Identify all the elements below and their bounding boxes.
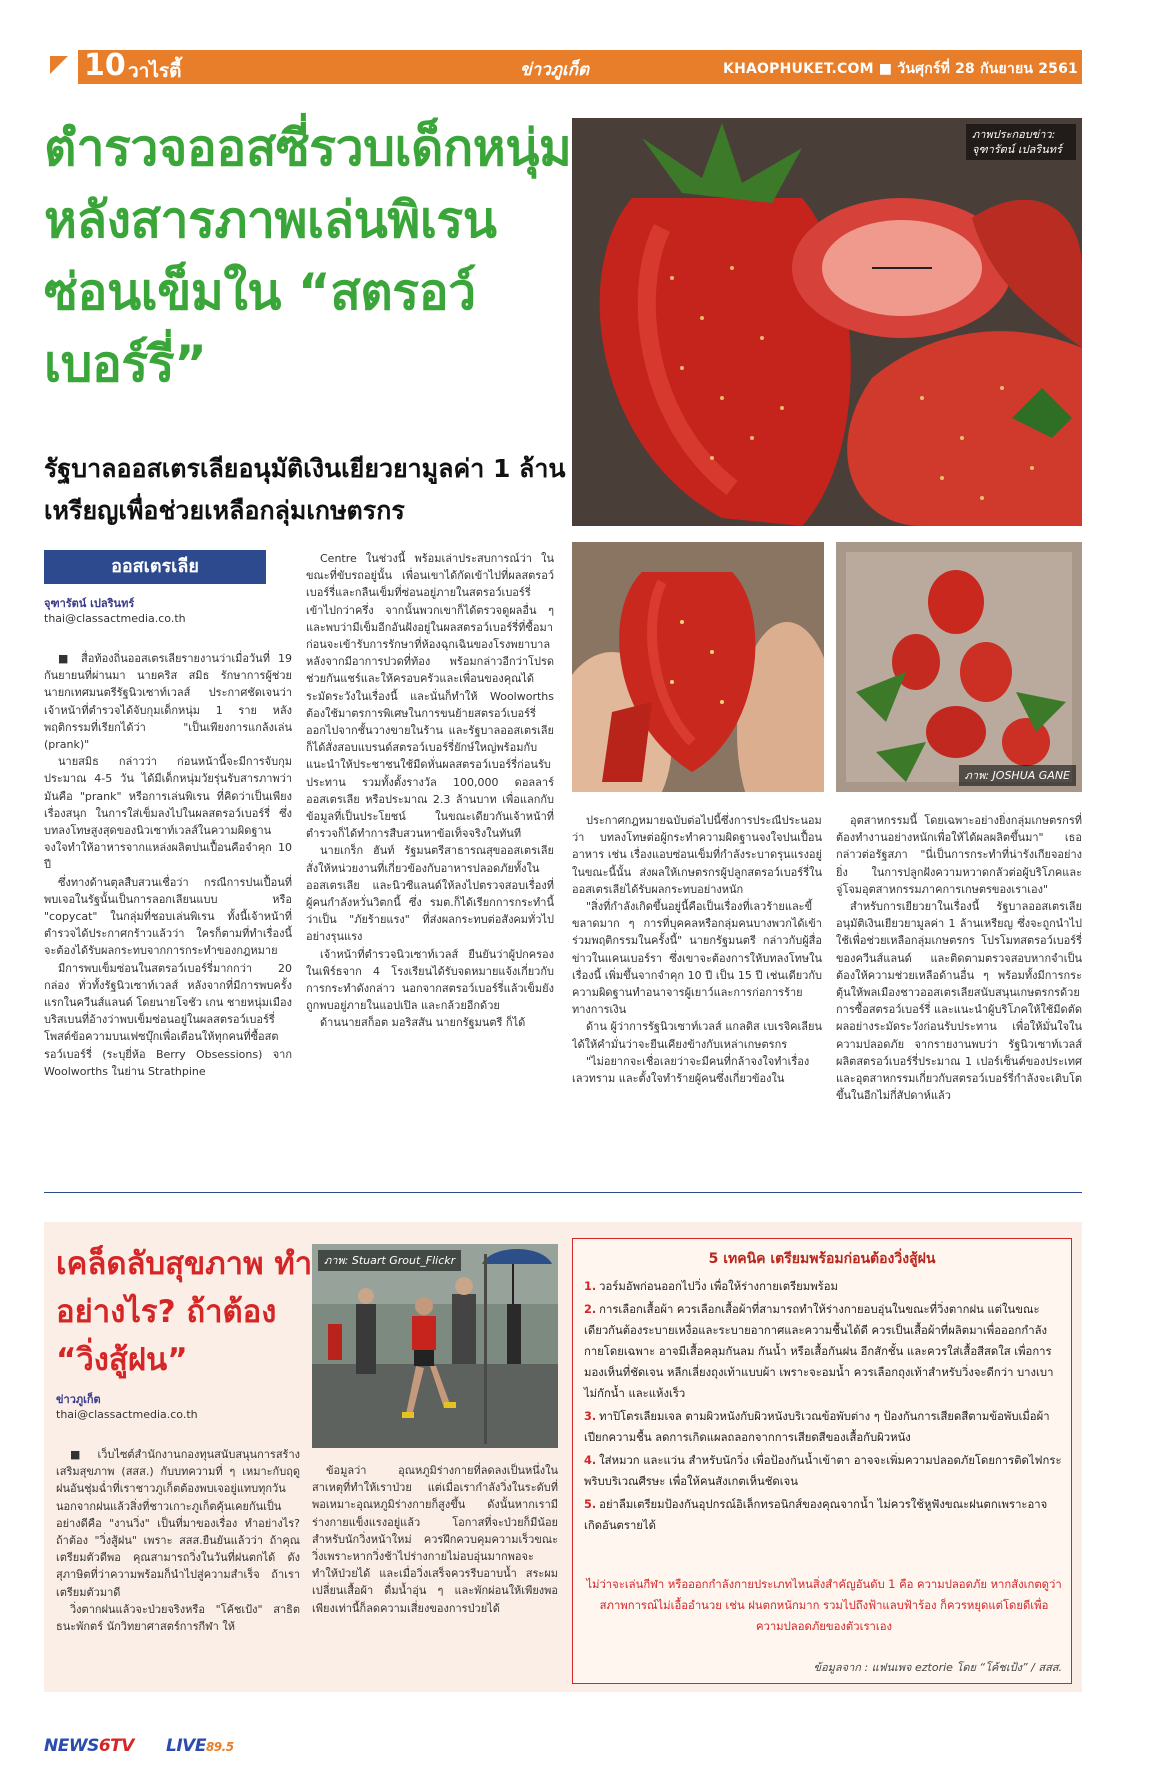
list-item (584, 1406, 1062, 1448)
tip-number: 5. (584, 1498, 597, 1511)
paragraph: มีการพบเข็มซ่อนในสตรอว์เบอร์รี่มากกว่า 20 กล่อง ทั่วทั้งรัฐนิวเซาท์เวลส์ หลังจากที่มีการพบครั้งแรกในควีนส์แลนด์ โดยนายโจชัว เกน ชายหนุ่มเมืองบริสเบนที่อ้างว่าพบเข็มซ่อนอยู่ในผลสตรอว์เบอร์รี่โพสต์ข้อความบนเฟซบุ๊กเพื่อเตือนให้ทุกคนที่ซื้อสตรอว์เบอร์รี่ (ระบุยี่ห้อ Berry Obsessions) จาก Woolworths ในย่าน Strathpine (44, 961, 292, 1078)
live-radio-logo (166, 1736, 234, 1756)
masthead-logo: ข่าวภูเก็ต (520, 60, 590, 80)
logo-text: LIVE (166, 1736, 206, 1756)
paragraph: อุตสาหกรรมนี้ โดยเฉพาะอย่างยิ่งกลุ่มเกษตรกรที่ต้องทำงานอย่างหนักเพื่อให้ได้ผลผลิตขึ้นมา" เธอ กล่าวต่อรัฐสภา "นี่เป็นการกระทำที่น่ารังเกียจอย่างยิ่ง ในการปลูกฝังความหวาดกลัวต่อผู้บริโภคและจู่โจมอุตสาหกรรมภาคการเกษตรของเราเอง" (836, 814, 1082, 896)
byline-name: จุฑารัตน์ เปลรินทร์ (44, 597, 135, 610)
tip-text: อย่าลืมเตรียมป้องกันอุปกรณ์อิเล็กทรอนิกส์ของคุณจากน้ำ ไม่ควรใช้หูฟังขณะฝนตกเพราะอาจเกิดอันตรายได้ (584, 1498, 1048, 1532)
page-corner-arrow-icon (44, 50, 78, 84)
paragraph: นายเกร็ก ฮันท์ รัฐมนตรีสาธารณสุขออสเตรเลีย สั่งให้หน่วยงานที่เกี่ยวข้องกับอาหารปลอดภัยทั้งในออสเตรเลีย และนิวซีแลนด์ให้ลงไปตรวจสอบเรื่องที่ผู้คนกำลังหวั่นวิตกนี้ ซึ่ง รมต.ก็ได้เรียกการกระทำนี้ว่าเป็น "ภัยร้ายแรง" ที่ส่งผลกระทบต่อสังคมทั่วไปอย่างรุนแรง (306, 844, 554, 944)
tip-number: 4. (584, 1454, 597, 1467)
health-headline: เคล็ดลับสุขภาพ ทำอย่างไร? ถ้าต้อง “วิ่งสู้ฝน” (56, 1246, 313, 1378)
logo-accent: 89.5 (205, 1740, 234, 1754)
health-column-2 (312, 1462, 558, 1688)
paragraph: เจ้าหน้าที่ตำรวจนิวเซาท์เวลส์ ยืนยันว่าผู้ปกครองในเพิร์ธจาก 4 โรงเรียนได้รับจดหมายแจ้งเกี่ยวกับการกระทำดังกล่าว นอกจากสตรอว์เบอร์รี่แล้วเข็มยังถูกพบอยู่ภายในแอปเปิล และกล้วยอีกด้วย (306, 947, 554, 1013)
paragraph: ซึ่งทางด้านตุลสืบสวนเชื่อว่า กรณีการปนเปื้อนที่พบเจอในรัฐนั้นเป็นการลอกเลียนแบบ หรือ "copycat" ในกลุ่มที่ชอบเล่นพิเรน ทั้งนี้เจ้าหน้าที่ตำรวจได้ประกาศกร้าวแล้วว่า ใครก็ตามที่ทำเรื่องนี้จะต้องได้รับผลกระทบจากการกระทำของกฎหมาย (44, 875, 292, 958)
page-number: 10 (84, 48, 126, 83)
photo-small-credit: ภาพ: JOSHUA GANE (959, 765, 1076, 786)
tip-text: การเลือกเสื้อผ้า ควรเลือกเสื้อผ้าที่สามารถทำให้ร่างกายอบอุ่นในขณะที่วิ่งตากฝน แต่ในขณะเดียวกันต้องระบายเหงื่อและระบายอากาศและความชื้นได้ดี ควรเป็นเสื้อผ้าที่ผลิตมาเพื่อออกกำลังกายโดยเฉพาะ อาจมีเสื้อคลุมกันลม กันน้ำ หรือเสื้อกันฝน อีกสักชั้น และควรใส่เสื้อสีสดใส เพื่อการมองเห็นที่ชัดเจน หลีกเลี่ยงถุงเท้าแบบผ้า เพราะจะอมน้ำ ควรเลือกถุงเท้าสำหรับวิ่งจะดีกว่า บางเบา ไม่กักน้ำ และแห้งเร็ว (584, 1303, 1054, 1400)
runner-in-rain-photo (312, 1244, 558, 1448)
tip-number: 1. (584, 1280, 597, 1293)
list-item (584, 1494, 1062, 1536)
paragraph: "ไม่อยากจะเชื่อเลยว่าจะมีคนที่กล้าจงใจทำเรื่องเลวทราม และตั้งใจทำร้ายผู้คนซึ่งเกี่ยวข้องใน (572, 1054, 810, 1086)
tip-number: 3. (584, 1410, 597, 1423)
tip-text: ใส่หมวก และแว่น สำหรับนักวิ่ง เพื่อป้องกันน้ำเข้าตา อาจจะเพิ่มความปลอดภัยโดยการติดไฟกระพริบบริเวณศีรษะ เพื่อให้คนสังเกตเห็นชัดเจน (584, 1454, 1062, 1488)
tip-text: ทาปิโตรเลียมเจล ตามผิวหนังกับผิวหนังบริเวณข้อพับต่าง ๆ ป้องกันการเสียดสีตามข้อพับเมื่อผ้าเปียกความชื้น ลดการเกิดแผลถลอกจากการเสียดสีของเสื้อกับผิวหนัง (584, 1410, 1050, 1444)
paragraph: "สิ่งที่กำลังเกิดขึ้นอยู่นี้คือเป็นเรื่องที่เลวร้ายและขี้ขลาดมาก ๆ การที่บุคคลหรือกลุ่มคนบางพวกได้เข้าร่วมพฤติกรรมในครั้งนี้" นายกรัฐมนตรี กล่าวกับผู้สื่อข่าวในแคนเบอร์รา ซึ่งเขาจะต้องการให้บทลงโทษในเรื่องนี้ เพิ่มขึ้นจากจำคุก 10 ปี เป็น 15 ปี เช่นเดียวกับความผิดฐานทำอนาจารผู้เยาว์และการก่อการร้ายทางการเงิน (572, 900, 822, 1017)
sub-headline: รัฐบาลออสเตรเลียอนุมัติเงินเยียวยามูลค่า 1 ล้านเหรียญเพื่อช่วยเหลือกลุ่มเกษตรกร (44, 454, 566, 525)
strawberry-box-photo (836, 542, 1082, 792)
section-divider (44, 1192, 1082, 1193)
strawberry-box-illustration (836, 542, 1082, 792)
photo-main-credit: ภาพประกอบข่าว: จุฑารัตน์ เปลรินทร์ (966, 124, 1076, 160)
logo-text: NEWS (44, 1736, 99, 1756)
story-byline (44, 596, 274, 626)
paragraph: ประกาศกฎหมายฉบับต่อไปนี้ซึ่งการประณีประนอมว่า บทลงโทษต่อผู้กระทำความผิดฐานจงใจปนเปื้อนอาหาร เช่น เรื่องแอบซ่อนเข็มที่กำลังระบาดรุนแรงอยู่ในขณะนี้นั้น ส่งผลให้เกษตรกรผู้ปลูกสตรอว์เบอร์รี่ในออสเตรเลียได้รับผลกระทบอย่างหนัก (572, 814, 822, 896)
site-and-date: KHAOPHUKET.COM ■ วันศุกร์ที่ 28 กันยายน 2561 (723, 61, 1078, 77)
paragraph: ■ สื่อท้องถิ่นออสเตรเลียรายงานว่าเมื่อวันที่ 19 กันยายนที่ผ่านมา นายคริส สมิธ รักษาการผู้ช่วยนายกเทศมนตรีรัฐนิวเซาท์เวลส์ ประกาศชัดเจนว่าเจ้าหน้าที่ตำรวจได้จับกุมเด็กหนุ่ม 1 ราย หลังพฤติกรรมที่เรียกได้ว่า "เป็นเพียงการแกล้งเล่น (prank)" (44, 652, 292, 752)
paragraph: ■ เว็บไซต์สำนักงานกองทุนสนับสนุนการสร้างเสริมสุขภาพ (สสส.) กับบทความที่ ๆ เหมาะกับฤดูฝนอันชุ่มฉ่ำที่เราชาวภูเก็ตต้องพบเจอยู่แทบทุกวัน นอกจากฝนแล้วสิ่งที่ชาวเกาะภูเก็ตคุ้นเคยกันเป็นอย่างดีคือ "งานวิ่ง" เป็นที่มาของเรื่อง ทำอย่างไร? ถ้าต้อง "วิ่งสู้ฝน" เพราะ สสส.ยืนยันแล้วว่า ถ้าคุณเตรียมตัวดีพอ คุณสามารถวิ่งในวันที่ฝนตกได้ ดังสุภาษิตที่ว่าความพร้อมก็นำไปสู่ความสำเร็จ ถ้าเราเตรียมตัวมาดี (56, 1448, 300, 1599)
runner-photo-credit: ภาพ: Stuart Grout_Flickr (318, 1250, 461, 1271)
strawberry-main-photo (572, 118, 1082, 526)
section-name: วาไรตี้ (128, 60, 182, 82)
section-tag-australia: ออสเตรเลีย (44, 550, 266, 584)
list-item (584, 1276, 1062, 1297)
byline-email: thai@classactmedia.co.th (56, 1408, 198, 1421)
story-column-1 (44, 650, 292, 1142)
paragraph: Centre ในช่วงนี้ พร้อมเล่าประสบการณ์ว่า ในขณะที่ขับรถอยู่นั้น เพื่อนเขาได้กัดเข้าไปที่ผลสตรอว์เบอร์รี่และกลืนเข็มที่ซ่อนอยู่ภายในสตรอว์เบอร์รี่เข้าไปกว่าครึ่ง จากนั้นพวกเขาก็ได้ตรวจดูผลอื่น ๆ และพบว่ามีเข็มอีกอันฝังอยู่ในผลสตรอว์เบอร์รี่ที่ซื้อมา ก่อนจะเข้ารับการรักษาที่ห้องฉุกเฉินของโรงพยาบาลหลังจากมีอาการปวดที่ท้อง พร้อมกล่าวอีกว่าโปรดช่วยกันแชร์และให้ครอบครัวและเพื่อนของคุณได้ระมัดระวังในเรื่องนี้ และนั่นก็ทำให้ Woolworths ต้องใช้มาตรการพิเศษในการขนย้ายสตรอว์เบอร์รี่ออกไปจากชั้นวางขายในร้าน และรัฐบาลออสเตรเลียก็ได้สั่งสอบแบรนด์สตรอว์เบอร์รี่ยักษ์ใหญ่พร้อมกับแนะนำให้ประชาชนใช้มีดหั่นผลสตรอว์เบอร์รี่ก่อนรับประทาน รวมทั้งตั้งรางวัล 100,000 ดอลลาร์ออสเตรเลีย หรือประมาณ 2.3 ล้านบาท เพื่อแลกกับข้อมูลที่เป็นประโยชน์ ในขณะเดียวกันเจ้าหน้าที่ตำรวจก็ได้ทำการสืบสวนหาข้อเท็จจริงในทันที (306, 552, 554, 841)
paragraph: นายสมิธ กล่าวว่า ก่อนหน้านี้จะมีการจับกุมประมาณ 4-5 วัน ได้มีเด็กหนุ่มวัยรุ่นรับสารภาพว่ามันคือ "prank" หรือการเล่นพิเรน ที่คิดว่าเป็นเพียงเรื่องสนุก ในการใส่เข็มลงไปในผลสตรอว์เบอร์รี่ ซึ่งบทลงโทษสูงสุดของนิวเซาท์เวลส์ในความผิดฐานจงใจทำให้อาหารจากแหล่งผลิตปนเปื้อนคือจำคุก 10 ปี (44, 755, 292, 872)
strawberry-needle-photo (572, 542, 824, 792)
logo-accent: 6TV (98, 1736, 134, 1756)
story-column-3 (572, 812, 822, 1142)
tips-title: 5 เทคนิค เตรียมพร้อมก่อนต้องวิ่งสู้ฝน (708, 1251, 936, 1267)
tip-number: 2. (584, 1303, 597, 1316)
tips-safety-note: ไม่ว่าจะเล่นกีฬา หรือออกกำลังกายประเภทไหนสิ่งสำคัญอันดับ 1 คือ ความปลอดภัย หากสังเกตดูว่าสภาพการณ์ไม่เอื้ออำนวย เช่น ฝนตกหนักมาก รวมไปถึงฟ้าแลบฟ้าร้อง ก็ควรหยุดแต่โดยดีเพื่อความปลอดภัยของตัวเราเอง (586, 1578, 1062, 1633)
strawberry-main-illustration (572, 118, 1082, 526)
runner-illustration (312, 1244, 558, 1448)
tips-source: ข้อมูลจาก : แฟนเพจ eztorie โดย “โค้ชเป้ง” / สสส. (813, 1661, 1062, 1674)
tips-list (584, 1276, 1062, 1538)
paragraph: ด้าน ผู้ว่าการรัฐนิวเซาท์เวลส์ แกลดิส เบเรจิคเลียน ได้ให้คำมั่นว่าจะยืนเคียงข้างกับเหล่าเกษตรกร (572, 1020, 822, 1051)
paragraph: ด้านนายสก็อต มอริสสัน นายกรัฐมนตรี ก็ได้ (320, 1016, 526, 1030)
paragraph: สำหรับการเยียวยาในเรื่องนี้ รัฐบาลออสเตรเลียอนุมัติเงินเยียวยามูลค่า 1 ล้านเหรียญ ซึ่งจะถูกนำไปใช้เพื่อช่วยเหลือกลุ่มเกษตรกร โปรโมทสตรอว์เบอร์รี่ของควีนส์แลนด์ และติดตามตรวจสอบหากจำเป็น ต้องให้ความช่วยเหลือด้านอื่น ๆ พร้อมทั้งมีการกระตุ้นให้พลเมืองชาวออสเตรเลียสนับสนุนเกษตรกรด้วยการซื้อสตรอว์เบอร์รี่ และแนะนำผู้บริโภคให้ใช้มีดตัดผลอย่างระมัดระวังก่อนรับประทาน เพื่อให้มั่นใจในความปลอดภัย จากรายงานพบว่า รัฐนิวเซาท์เวลส์ผลิตสตรอว์เบอร์รี่ประมาณ 1 เปอร์เซ็นต์ของประเทศ และอุตสาหกรรมเกี่ยวกับสตรอว์เบอร์รี่กำลังจะเติบโตขึ้นในอีกไม่กี่สัปดาห์แล้ว (836, 900, 1082, 1103)
main-headline: ตำรวจออสซี่รวบเด็กหนุ่มหลังสารภาพเล่นพิเรนซ่อนเข็มใน “สตรอว์เบอร์รี่” (44, 119, 572, 393)
story-column-4 (836, 812, 1082, 1142)
strawberry-needle-illustration (572, 542, 824, 792)
story-column-2 (306, 550, 554, 1142)
paragraph: วิ่งตากฝนแล้วจะป่วยจริงหรือ "โค้ชเป้ง" สาธิต ธนะพักตร์ นักวิทยาศาสตร์การกีฬา ให้ (56, 1602, 300, 1634)
list-item (584, 1450, 1062, 1492)
byline-email: thai@classactmedia.co.th (44, 612, 186, 625)
health-column-1 (56, 1446, 300, 1686)
news6tv-logo (44, 1736, 134, 1756)
paragraph: ข้อมูลว่า อุณหภูมิร่างกายที่ลดลงเป็นหนึ่งในสาเหตุที่ทำให้เราป่วย แต่เมื่อเรากำลังวิ่งในระดับที่พอเหมาะอุณหภูมิร่างกายก็สูงขึ้น ดังนั้นหากเรามีร่างกายแข็งแรงอยู่แล้ว โอกาสที่จะป่วยก็มีน้อย สำหรับนักวิ่งหน้าใหม่ ควรฝึกควบคุมความเร็วขณะวิ่งเพราะหากวิ่งช้าไปร่างกายไม่อบอุ่นมากพอจะทำให้ป่วยได้ และเมื่อวิ่งเสร็จควรรีบอาบน้ำ สระผม เปลี่ยนเสื้อผ้า ดื่มน้ำอุ่น ๆ และพักผ่อนให้เพียงพอ เพียงเท่านี้ก็ลดความเสี่ยงของการป่วยได้ (312, 1464, 558, 1615)
list-item (584, 1299, 1062, 1404)
tip-text: วอร์มอัพก่อนออกไปวิ่ง เพื่อให้ร่างกายเตรียมพร้อม (599, 1280, 838, 1293)
byline-name: ข่าวภูเก็ต (56, 1393, 101, 1406)
health-byline (56, 1392, 296, 1422)
